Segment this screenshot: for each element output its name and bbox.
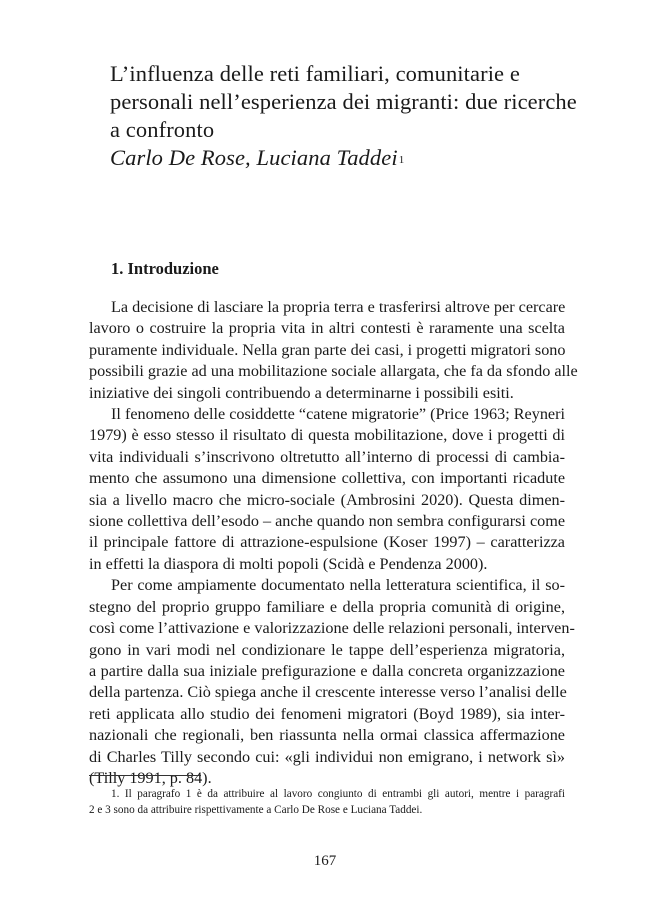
footnote: [89, 786, 565, 818]
footnote-reference[interactable]: 1: [398, 154, 405, 166]
text-line: vita individuali s’inscrivono oltretutto all’interno di processi di cambia-: [89, 447, 565, 466]
text-line: puramente individuale. Nella gran parte dei casi, i progetti migratori sono: [89, 340, 566, 359]
paragraph: [89, 404, 565, 575]
text-line: sia a livello macro che micro-sociale (Ambrosini 2020). Questa dimen-: [89, 490, 565, 509]
text-line: di Charles Tilly secondo cui: «gli individui non emigrano, i network sì»: [89, 747, 565, 766]
authors-names: Carlo De Rose, Luciana Taddei: [110, 145, 398, 170]
text-line: 1979) è esso stesso il risultato di questa mobilitazione, dove i progetti di: [89, 426, 565, 445]
text-line: lavoro o costruire la propria vita in altri contesti è raramente una scelta: [89, 319, 565, 338]
text-line: sione collettiva dell’esodo – anche quando non sembra configurarsi come: [89, 512, 566, 531]
body-text: [89, 297, 578, 789]
chapter-title-line: a confronto: [110, 117, 215, 142]
footnote-line: 2 e 3 sono da attribuire rispettivamente a Carlo De Rose e Luciana Taddei.: [89, 804, 423, 816]
page-number: 167: [313, 853, 337, 869]
text-line: così come l’attivazione e valorizzazione delle relazioni personali, interven-: [89, 619, 575, 638]
text-line: nazionali che regionali, ben riassunta nella ormai classica affermazione: [89, 726, 565, 745]
text-line: gono in vari modi nel condizionare le tappe dell’esperienza migratoria,: [89, 640, 565, 659]
section-heading: 1. Introduzione: [111, 259, 219, 278]
text-line: reti applicata allo studio dei fenomeni migratori (Boyd 1989), sia inter-: [89, 704, 565, 723]
chapter-authors: [110, 144, 580, 172]
footnote-separator: [89, 775, 201, 776]
text-line: il principale fattore di attrazione-espulsione (Koser 1997) – caratterizza: [89, 533, 565, 552]
text-line: mento che assumono una dimensione collettiva, con importanti ricadute: [89, 469, 565, 488]
text-line: Il fenomeno delle cosiddette “catene migratorie” (Price 1963; Reyneri: [111, 405, 565, 424]
text-line: iniziative dei singoli contribuendo a determinarne i possibili esiti.: [89, 383, 514, 402]
text-line: La decisione di lasciare la propria terra e trasferirsi altrove per cercare: [111, 298, 566, 316]
paragraph: [89, 297, 578, 404]
text-line: a partire dalla sua iniziale prefigurazione e dalla concreta organizzazione: [89, 661, 565, 680]
paragraph: [89, 575, 575, 789]
chapter-title-line: L’influenza delle reti familiari, comunitarie e: [110, 61, 520, 86]
text-line: Per come ampiamente documentato nella letteratura scientifica, il so-: [111, 576, 565, 595]
text-line: (Tilly 1991, p. 84).: [89, 768, 212, 787]
text-line: della partenza. Ciò spiega anche il crescente interesse verso l’analisi delle: [89, 683, 567, 702]
chapter-title-block: [110, 60, 580, 172]
text-line: stegno del proprio gruppo familiare e della propria comunità di origine,: [89, 597, 565, 616]
text-line: in effetti la diaspora di molti popoli (Scidà e Pendenza 2000).: [89, 554, 488, 573]
chapter-title-line: personali nell’esperienza dei migranti: due ricerche: [110, 89, 577, 114]
footnote-line: 1. Il paragrafo 1 è da attribuire al lavoro congiunto di entrambi gli autori, mentre i paragrafi: [111, 788, 565, 800]
text-line: possibili grazie ad una mobilitazione sociale allargata, che fa da sfondo alle: [89, 362, 578, 381]
